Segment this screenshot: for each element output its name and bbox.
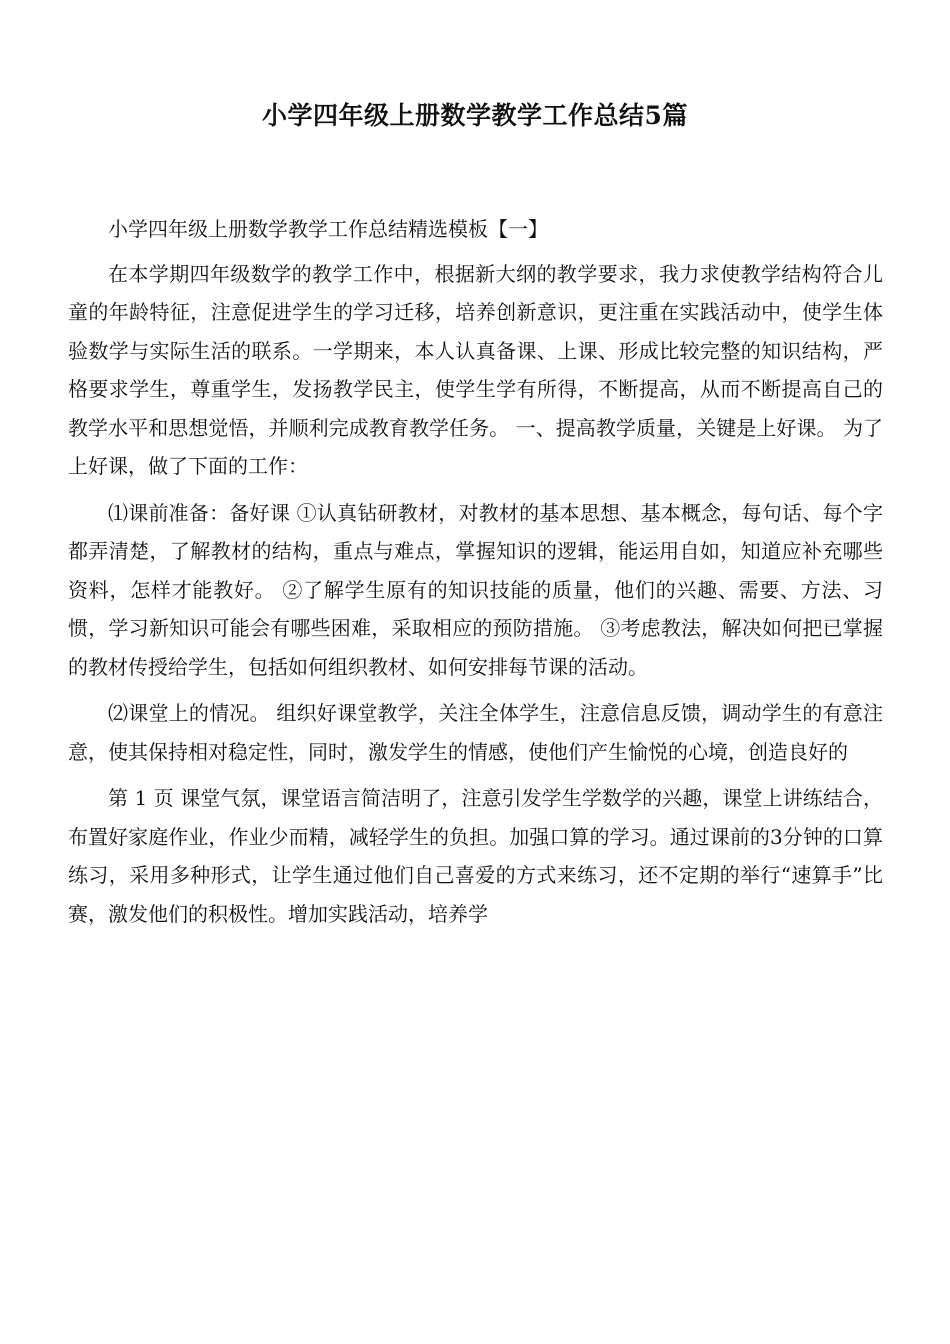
paragraph-page-continuation: 第 1 页 课堂气氛，课堂语言简洁明了，注意引发学生学数学的兴趣，课堂上讲练结合，布置好家庭作业，作业少而精，减轻学生的负担。加强口算的学习。通过课前的3分钟的口算练习，采用多种形式，让学生通过他们自己喜爱的方式来练习，还不定期的举行“速算手”比赛，激发他们的积极性。增加实践活动，培养学 xyxy=(68,786,883,926)
document-body xyxy=(68,210,883,941)
section-subheading: 小学四年级上册数学教学工作总结精选模板【一】 xyxy=(108,217,548,241)
document-title: 小学四年级上册数学教学工作总结5篇 xyxy=(262,101,688,130)
paragraph-preparation: ⑴课前准备：备好课 ①认真钻研教材，对教材的基本思想、基本概念，每句话、每个字都弄清楚，了解教材的结构，重点与难点，掌握知识的逻辑，能运用自如，知道应补充哪些资料，怎样才能教好。 ②了解学生原有的知识技能的质量，他们的兴趣、需要、方法、习惯，学习新知识可能会有哪些困难，采取相应的预防措施。 ③考虑教法，解决如何把已掌握的教材传授给学生，包括如何组织教材、如何安排每节课的活动。 xyxy=(68,500,883,679)
paragraph-intro: 在本学期四年级数学的教学工作中，根据新大纲的教学要求，我力求使教学结构符合儿童的年龄特征，注意促进学生的学习迁移，培养创新意识，更注重在实践活动中，使学生体验数学与实际生活的联系。一学期来，本人认真备课、上课、形成比较完整的知识结构，严格要求学生，尊重学生，发扬教学民主，使学生学有所得，不断提高，从而不断提高自己的教学水平和思想觉悟，并顺利完成教育教学任务。 一、提高教学质量，关键是上好课。 为了上好课，做了下面的工作： xyxy=(68,261,883,478)
paragraph-classroom: ⑵课堂上的情况。 组织好课堂教学，关注全体学生，注意信息反馈，调动学生的有意注意，使其保持相对稳定性，同时，激发学生的情感，使他们产生愉悦的心境，创造良好的 xyxy=(68,701,883,764)
